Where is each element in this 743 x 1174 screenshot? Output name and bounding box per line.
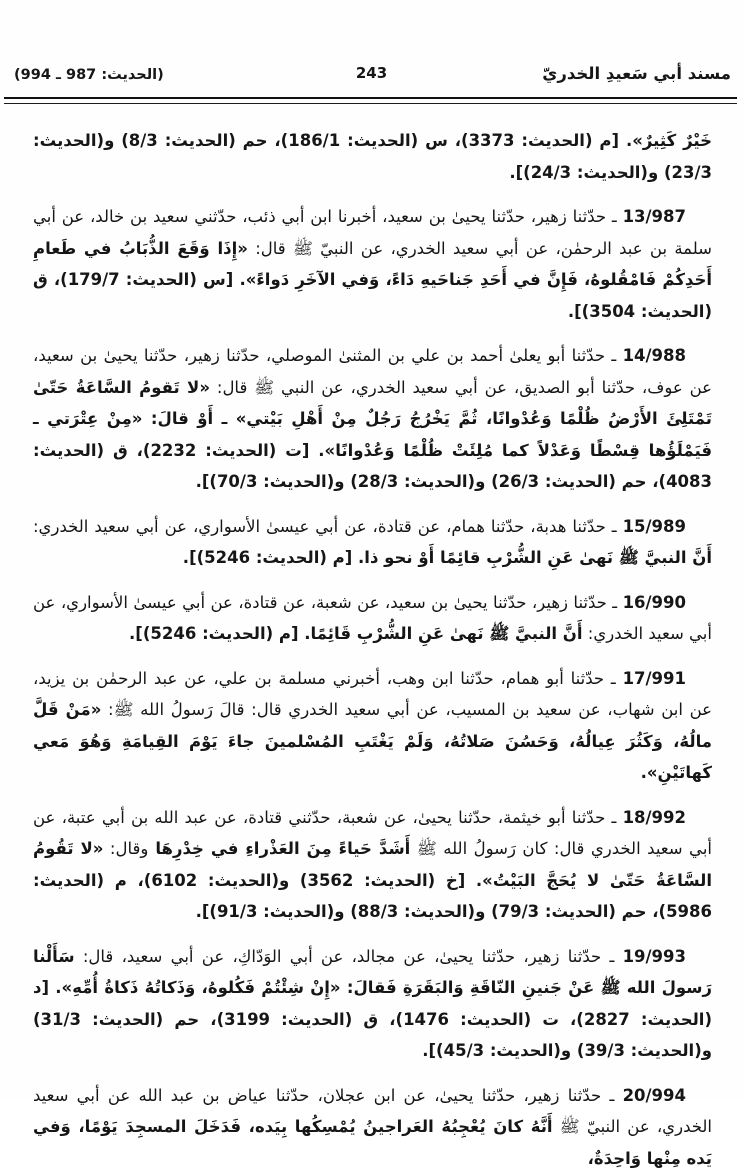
hadith-emphasis-text: 16/990 xyxy=(623,593,686,612)
hadith-isnad-text: وقال: xyxy=(103,839,148,858)
hadith-emphasis-text: أَنَّهُ كانَ يُعْجِبُهُ العَراجينُ يُمْسِكُها بِيَده، فَدَخَلَ المسجِدَ يَوْمًا، وَفي يَده مِنْها وَاحِدَةٌ، xyxy=(33,1117,712,1168)
hadith-emphasis-text: 13/987 xyxy=(623,207,686,226)
hadith-emphasis-text: 20/994 xyxy=(623,1086,686,1105)
hadith-paragraph xyxy=(33,201,712,327)
hadith-paragraph xyxy=(33,340,712,498)
hadith-emphasis-text: 17/991 xyxy=(623,669,686,688)
hadith-emphasis-text: أَنَّ النبيَّ ﷺ نَهىٰ عَنِ الشُّرْبِ قائِمًا أَوْ نحو ذا. [م (الحديث: 5246)]. xyxy=(183,548,712,567)
hadith-isnad-text: ـ حدّثنا أبو يعلىٰ أحمد بن علي بن المثنىٰ الموصلي، حدّثنا زهير، حدّثنا يحيىٰ بن سعيد، عن عوف، حدّثنا أبو الصديق، عن أبي سعيد الخدري، عن النبي ﷺ قال: xyxy=(33,346,712,397)
hadith-paragraph xyxy=(33,941,712,1067)
hadith-paragraph xyxy=(33,587,712,650)
hadith-emphasis-text: خَيْرٌ كَثِيرٌ». [م (الحديث: 3373)، س (الحديث: 186/1)، حم (الحديث: 8/3) و(الحديث: 23/3) و(الحديث: 24/3)]. xyxy=(33,131,712,182)
hadith-emphasis-text: 18/992 xyxy=(623,808,686,827)
hadith-isnad-text: ـ حدّثنا أبو همام، حدّثنا ابن وهب، أخبرني مسلمة بن علي، عن عبد الرحمٰن بن يزيد، عن ابن شهاب، عن سعيد بن المسيب، عن أبي سعيد الخدري قال: قالَ رَسولُ الله ﷺ: xyxy=(33,669,712,720)
page-header xyxy=(0,64,743,88)
hadith-emphasis-text: «لا تَقومُ السَّاعَةُ حَتّىٰ تَمْتَلِئَ الأَرْضُ ظُلْمًا وَعُدْوانًا، ثُمَّ يَخْرُجُ رَجُلٌ مِنْ أَهْلِ بَيْتي» ـ أَوْ قالَ: «مِنْ عِتْرَتي ـ فَيَمْلَؤُها قِسْطًا وَعَدْلاً كما مُلِئَتْ ظُلْمًا وَعُدْوانًا». [ت (الحديث: 2232)، ق (الحديث: 4083)، حم (الحديث: 26/3) و(الحديث: 28/3) و(الحديث: 70/3)]. xyxy=(33,378,712,492)
hadith-paragraph xyxy=(33,802,712,928)
hadith-text-body xyxy=(0,104,743,1174)
book-title: مسند أبي سَعيدِ الخدريّ xyxy=(542,64,731,83)
hadith-isnad-text: ـ حدّثنا أبو خيثمة، حدّثنا يحيىٰ، عن شعبة، حدّثني قتادة، عن عبد الله بن أبي عتبة، عن أبي سعيد الخدري قال: كان رَسولُ الله ﷺ xyxy=(33,808,712,859)
hadith-emphasis-text: سَأَلْنا رَسولَ الله ﷺ عَنْ جَنينِ النّاقَةِ وَالبَقَرَةِ فَقالَ: «إِنْ شِئْتُمْ فَكُلوهُ، وَذَكاتُهُ ذَكاةُ أُمِّهِ». [د (الحديث: 2827)، ت (الحديث: 1476)، ق (الحديث: 3199)، حم (الحديث: 31/3) و(الحديث: 39/3) و(الحديث: 45/3)]. xyxy=(33,947,712,1061)
hadith-paragraph xyxy=(33,663,712,789)
hadith-emphasis-text: «إِذَا وَقَعَ الذُّبَابُ في طَعامِ أَحَدِكُمْ فَامْقُلوهُ، فَإِنَّ في أَحَدِ جَناحَيهِ دَاءً، وَفي الآخَرِ دَواءً». [س (الحديث: 179/7)، ق (الحديث: 3504)]. xyxy=(33,239,712,321)
hadith-paragraph xyxy=(33,1080,712,1174)
hadith-isnad-text: ـ حدّثنا زهير، حدّثنا يحيىٰ بن سعيد، عن شعبة، عن قتادة، عن أبي عيسىٰ الأسواري، عن أبي سعيد الخدري: xyxy=(33,593,712,644)
hadith-emphasis-text: «لا تَقُومُ السَّاعَةُ حَتّىٰ لا يُحَجَّ البَيْتُ». [خ (الحديث: 3562) و(الحديث: 6102)، م (الحديث: 5986)، حم (الحديث: 79/3) و(الحديث: 88/3) و(الحديث: 91/3)]. xyxy=(33,839,712,921)
hadith-isnad-text: ـ حدّثنا هدبة، حدّثنا همام، عن قتادة، عن أبي عيسىٰ الأسواري، عن أبي سعيد الخدري: xyxy=(33,517,623,536)
hadith-isnad-text: ـ حدّثنا زهير، حدّثنا يحيىٰ، عن مجالد، عن أبي الوَدّاكِ، عن أبي سعيد، قال: xyxy=(75,947,623,966)
hadith-isnad-text: ـ حدّثنا زهير، حدّثنا يحيىٰ، عن ابن عجلان، حدّثنا عياض بن عبد الله عن أبي سعيد الخدري، عن النبيّ ﷺ xyxy=(33,1086,712,1137)
hadith-emphasis-text: 15/989 xyxy=(623,517,686,536)
hadith-paragraph xyxy=(33,125,712,188)
hadith-paragraph xyxy=(33,511,712,574)
page-number: 243 xyxy=(356,64,387,82)
hadith-emphasis-text: أَشَدَّ حَياءً مِنَ العَذْراءِ في خِدْرِهَا xyxy=(148,839,410,858)
hadith-emphasis-text: 14/988 xyxy=(623,346,686,365)
hadith-emphasis-text: أَنَّ النبيَّ ﷺ نَهىٰ عَنِ الشُّرْبِ قَائِمًا. [م (الحديث: 5246)]. xyxy=(129,624,583,643)
hadith-isnad-text: ـ حدّثنا زهير، حدّثنا يحيىٰ بن سعيد، أخبرنا ابن أبي ذئب، حدّثني سعيد بن خالد، عن أبي سلمة بن عبد الرحمٰن، عن أبي سعيد الخدري، عن النبيّ ﷺ قال: xyxy=(33,207,712,258)
hadith-emphasis-text: «مَنْ قَلَّ مالُهُ، وَكَثُرَ عِيالُهُ، وَحَسُنَ صَلاتُهُ، وَلَمْ يَغْتَبِ المُسْلمينَ جاءَ يَوْمَ القِيامَةِ وَهُوَ مَعي كَهاتَيْنِ». xyxy=(33,700,712,782)
hadith-range-label: (الحديث: 987 ـ 994) xyxy=(14,67,164,83)
header-divider-rule xyxy=(4,97,737,104)
hadith-emphasis-text: 19/993 xyxy=(623,947,686,966)
